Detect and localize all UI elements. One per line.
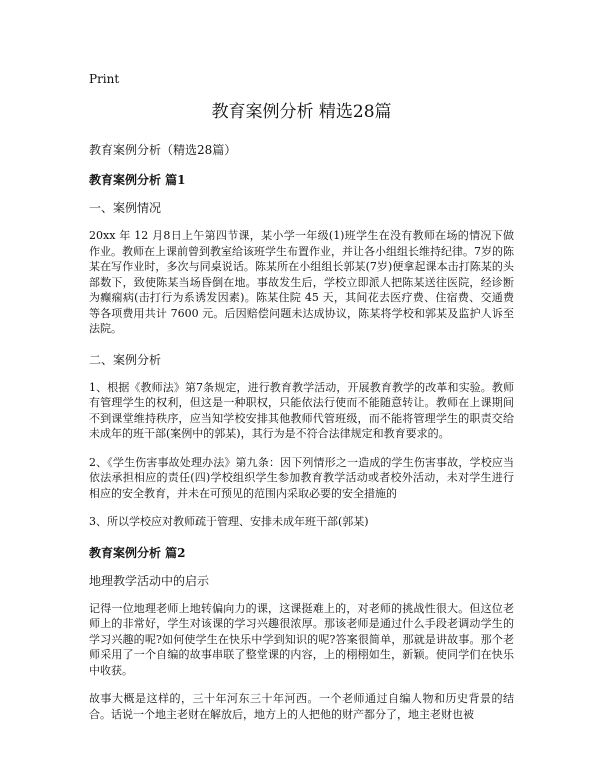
analysis-point-2: 2、《学生伤害事故处理办法》第九条：因下列情形之一造成的学生伤害事故，学校应当依法承担相应的责任(四)学校组织学生参加教育教学活动或者校外活动，未对学生进行相应的安全教育，并未在可预见的范围内采取必要的安全措施的 <box>89 455 514 500</box>
case-analysis-title: 二、案例分析 <box>89 352 162 367</box>
print-label: Print <box>89 72 120 86</box>
case-situation-title: 一、案例情况 <box>89 201 162 215</box>
section-2-heading: 教育案例分析 篇2 <box>89 545 186 560</box>
section-2 <box>89 543 514 723</box>
case-situation-body: 20xx 年 12 月8日上午第四节课，某小学一年级(1)班学生在没有教师在场的情况下做作业。教师在上课前曾到教室给该班学生布置作业，并让各小组组长维持纪律。7岁的陈某在写作业时，多次与同桌说话。陈某所在小组组长郭某(7岁)便拿起课本击打陈某的头部数下，致使陈某当场昏倒在地。事故发生后，学校立即派人把陈某送往医院，经诊断为癫痫病(击打行为系诱发因素)。陈某住院 45 天，其间花去医疗费、住宿费、交通费等各项费用共计 7600 元。后因赔偿问题未达成协议，陈某将学校和郭某及监护人诉至法院。 <box>89 229 514 335</box>
analysis-point-1: 1、根据《教师法》第7条规定，进行教育教学活动，开展教育教学的改革和实验。教师有管理学生的权利，但这是一种职权，只能依法行使而不能随意转让。教师在上课期间不到课堂维持秩序，应当知学校安排其他教师代管班级，而不能将管理学生的职责交给未成年的班干部(案例中的郭某)，其行为是不符合法律规定和教育要求的。 <box>89 380 514 440</box>
section-1 <box>89 170 514 530</box>
analysis-point-3: 3、所以学校应对教师疏于管理、安排未成年班干部(郭某) <box>89 515 369 528</box>
document-subtitle: 教育案例分析（精选28篇） <box>89 143 237 157</box>
document-title: 教育案例分析 精选28篇 <box>211 102 392 122</box>
section-2-paragraph-2: 故事大概是这样的，三十年河东三十年河西。一个老师通过自编人物和历史背景的结合。话说一个地主老财在解放后，地方上的人把他的财产都分了，地主老财也被 <box>89 692 514 721</box>
section-2-paragraph-1: 记得一位地理老师上地转偏向力的课，这课挺难上的，对老师的挑战性很大。但这位老师上的非常好，学生对该课的学习兴趣很浓厚。那该老师是通过什么手段老调动学生的学习兴趣的呢?如何使学生在快乐中学到知识的呢?答案很简单，那就是讲故事。那个老师采用了一个自编的故事串联了整堂课的内容，上的栩栩如生，新颖。使同学们在快乐中收获。 <box>89 601 514 677</box>
section-2-subheading: 地理教学活动中的启示 <box>89 573 210 588</box>
section-1-heading: 教育案例分析 篇1 <box>89 173 186 187</box>
